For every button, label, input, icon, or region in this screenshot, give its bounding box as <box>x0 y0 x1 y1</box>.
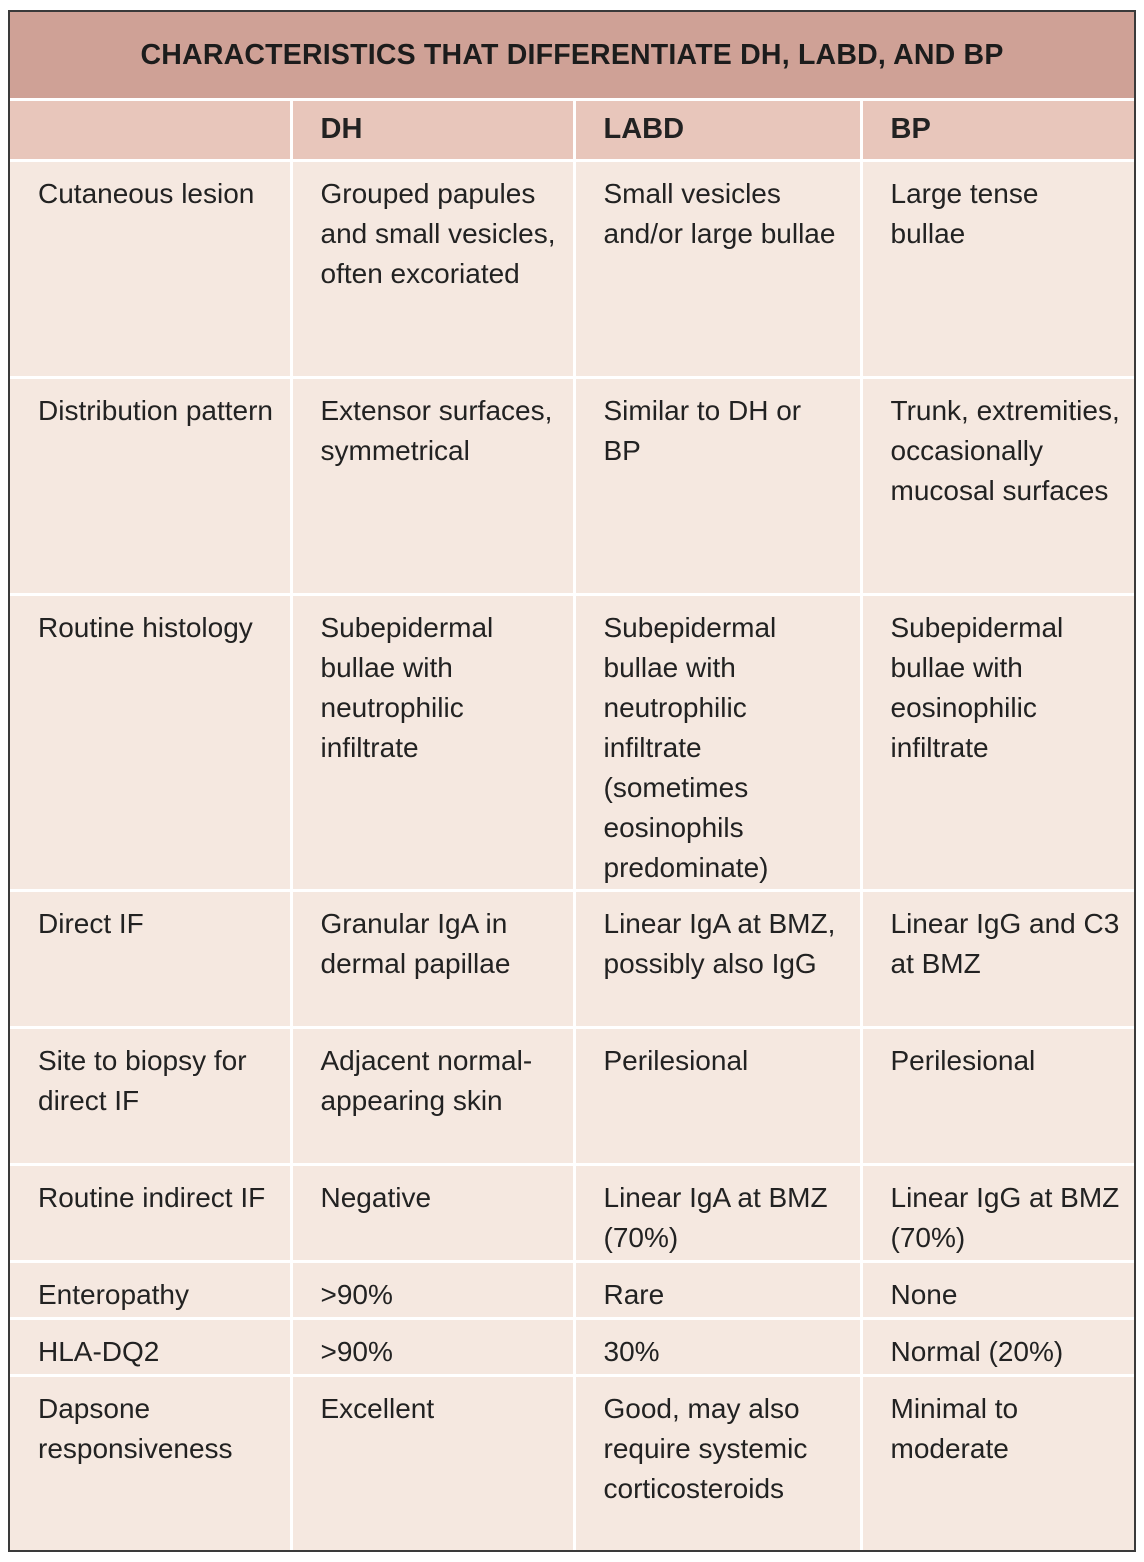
table-row <box>10 160 1134 377</box>
table-row <box>10 1261 1134 1318</box>
row-label: Cutaneous lesion <box>10 160 291 377</box>
cell-bp: Subepidermal bullae with eosinophilic infiltrate <box>861 594 1134 890</box>
cell-labd: Linear IgA at BMZ (70%) <box>574 1164 861 1261</box>
table-row <box>10 1375 1134 1552</box>
cell-bp: Trunk, extremities, occasionally mucosal surfaces <box>861 377 1134 594</box>
header-blank <box>10 101 291 160</box>
row-label: Distribution pattern <box>10 377 291 594</box>
row-label: Site to biopsy for direct IF <box>10 1027 291 1164</box>
cell-dh: Grouped papules and small vesicles, often excoriated <box>291 160 574 377</box>
cell-bp: None <box>861 1261 1134 1318</box>
row-label: Direct IF <box>10 890 291 1027</box>
cell-dh: >90% <box>291 1318 574 1375</box>
cell-dh: Extensor surfaces, symmetrical <box>291 377 574 594</box>
cell-labd: 30% <box>574 1318 861 1375</box>
table-row <box>10 890 1134 1027</box>
cell-dh: >90% <box>291 1261 574 1318</box>
cell-dh: Subepidermal bullae with neutrophilic infiltrate <box>291 594 574 890</box>
table-row <box>10 1164 1134 1261</box>
cell-labd: Subepidermal bullae with neutrophilic infiltrate (sometimes eosinophils predominate) <box>574 594 861 890</box>
row-label: Routine histology <box>10 594 291 890</box>
cell-bp: Linear IgG and C3 at BMZ <box>861 890 1134 1027</box>
cell-bp: Normal (20%) <box>861 1318 1134 1375</box>
row-label: HLA-DQ2 <box>10 1318 291 1375</box>
cell-bp: Perilesional <box>861 1027 1134 1164</box>
cell-dh: Adjacent normal-appearing skin <box>291 1027 574 1164</box>
cell-labd: Rare <box>574 1261 861 1318</box>
cell-labd: Linear IgA at BMZ, possibly also IgG <box>574 890 861 1027</box>
cell-labd: Perilesional <box>574 1027 861 1164</box>
header-labd: LABD <box>574 101 861 160</box>
cell-bp: Linear IgG at BMZ (70%) <box>861 1164 1134 1261</box>
table-row <box>10 377 1134 594</box>
header-dh: DH <box>291 101 574 160</box>
table-row <box>10 1318 1134 1375</box>
cell-labd: Good, may also require systemic corticosteroids <box>574 1375 861 1552</box>
cell-dh: Excellent <box>291 1375 574 1552</box>
cell-labd: Similar to DH or BP <box>574 377 861 594</box>
comparison-table <box>10 101 1134 1552</box>
row-label: Dapsone responsiveness <box>10 1375 291 1552</box>
table-row <box>10 1027 1134 1164</box>
header-row <box>10 101 1134 160</box>
table-row <box>10 594 1134 890</box>
cell-bp: Minimal to moderate <box>861 1375 1134 1552</box>
row-label: Enteropathy <box>10 1261 291 1318</box>
cell-bp: Large tense bullae <box>861 160 1134 377</box>
row-label: Routine indirect IF <box>10 1164 291 1261</box>
comparison-table-frame <box>8 10 1136 1552</box>
cell-dh: Granular IgA in dermal papillae <box>291 890 574 1027</box>
header-bp: BP <box>861 101 1134 160</box>
table-title: CHARACTERISTICS THAT DIFFERENTIATE DH, LABD, AND BP <box>10 12 1134 101</box>
cell-labd: Small vesicles and/or large bullae <box>574 160 861 377</box>
cell-dh: Negative <box>291 1164 574 1261</box>
